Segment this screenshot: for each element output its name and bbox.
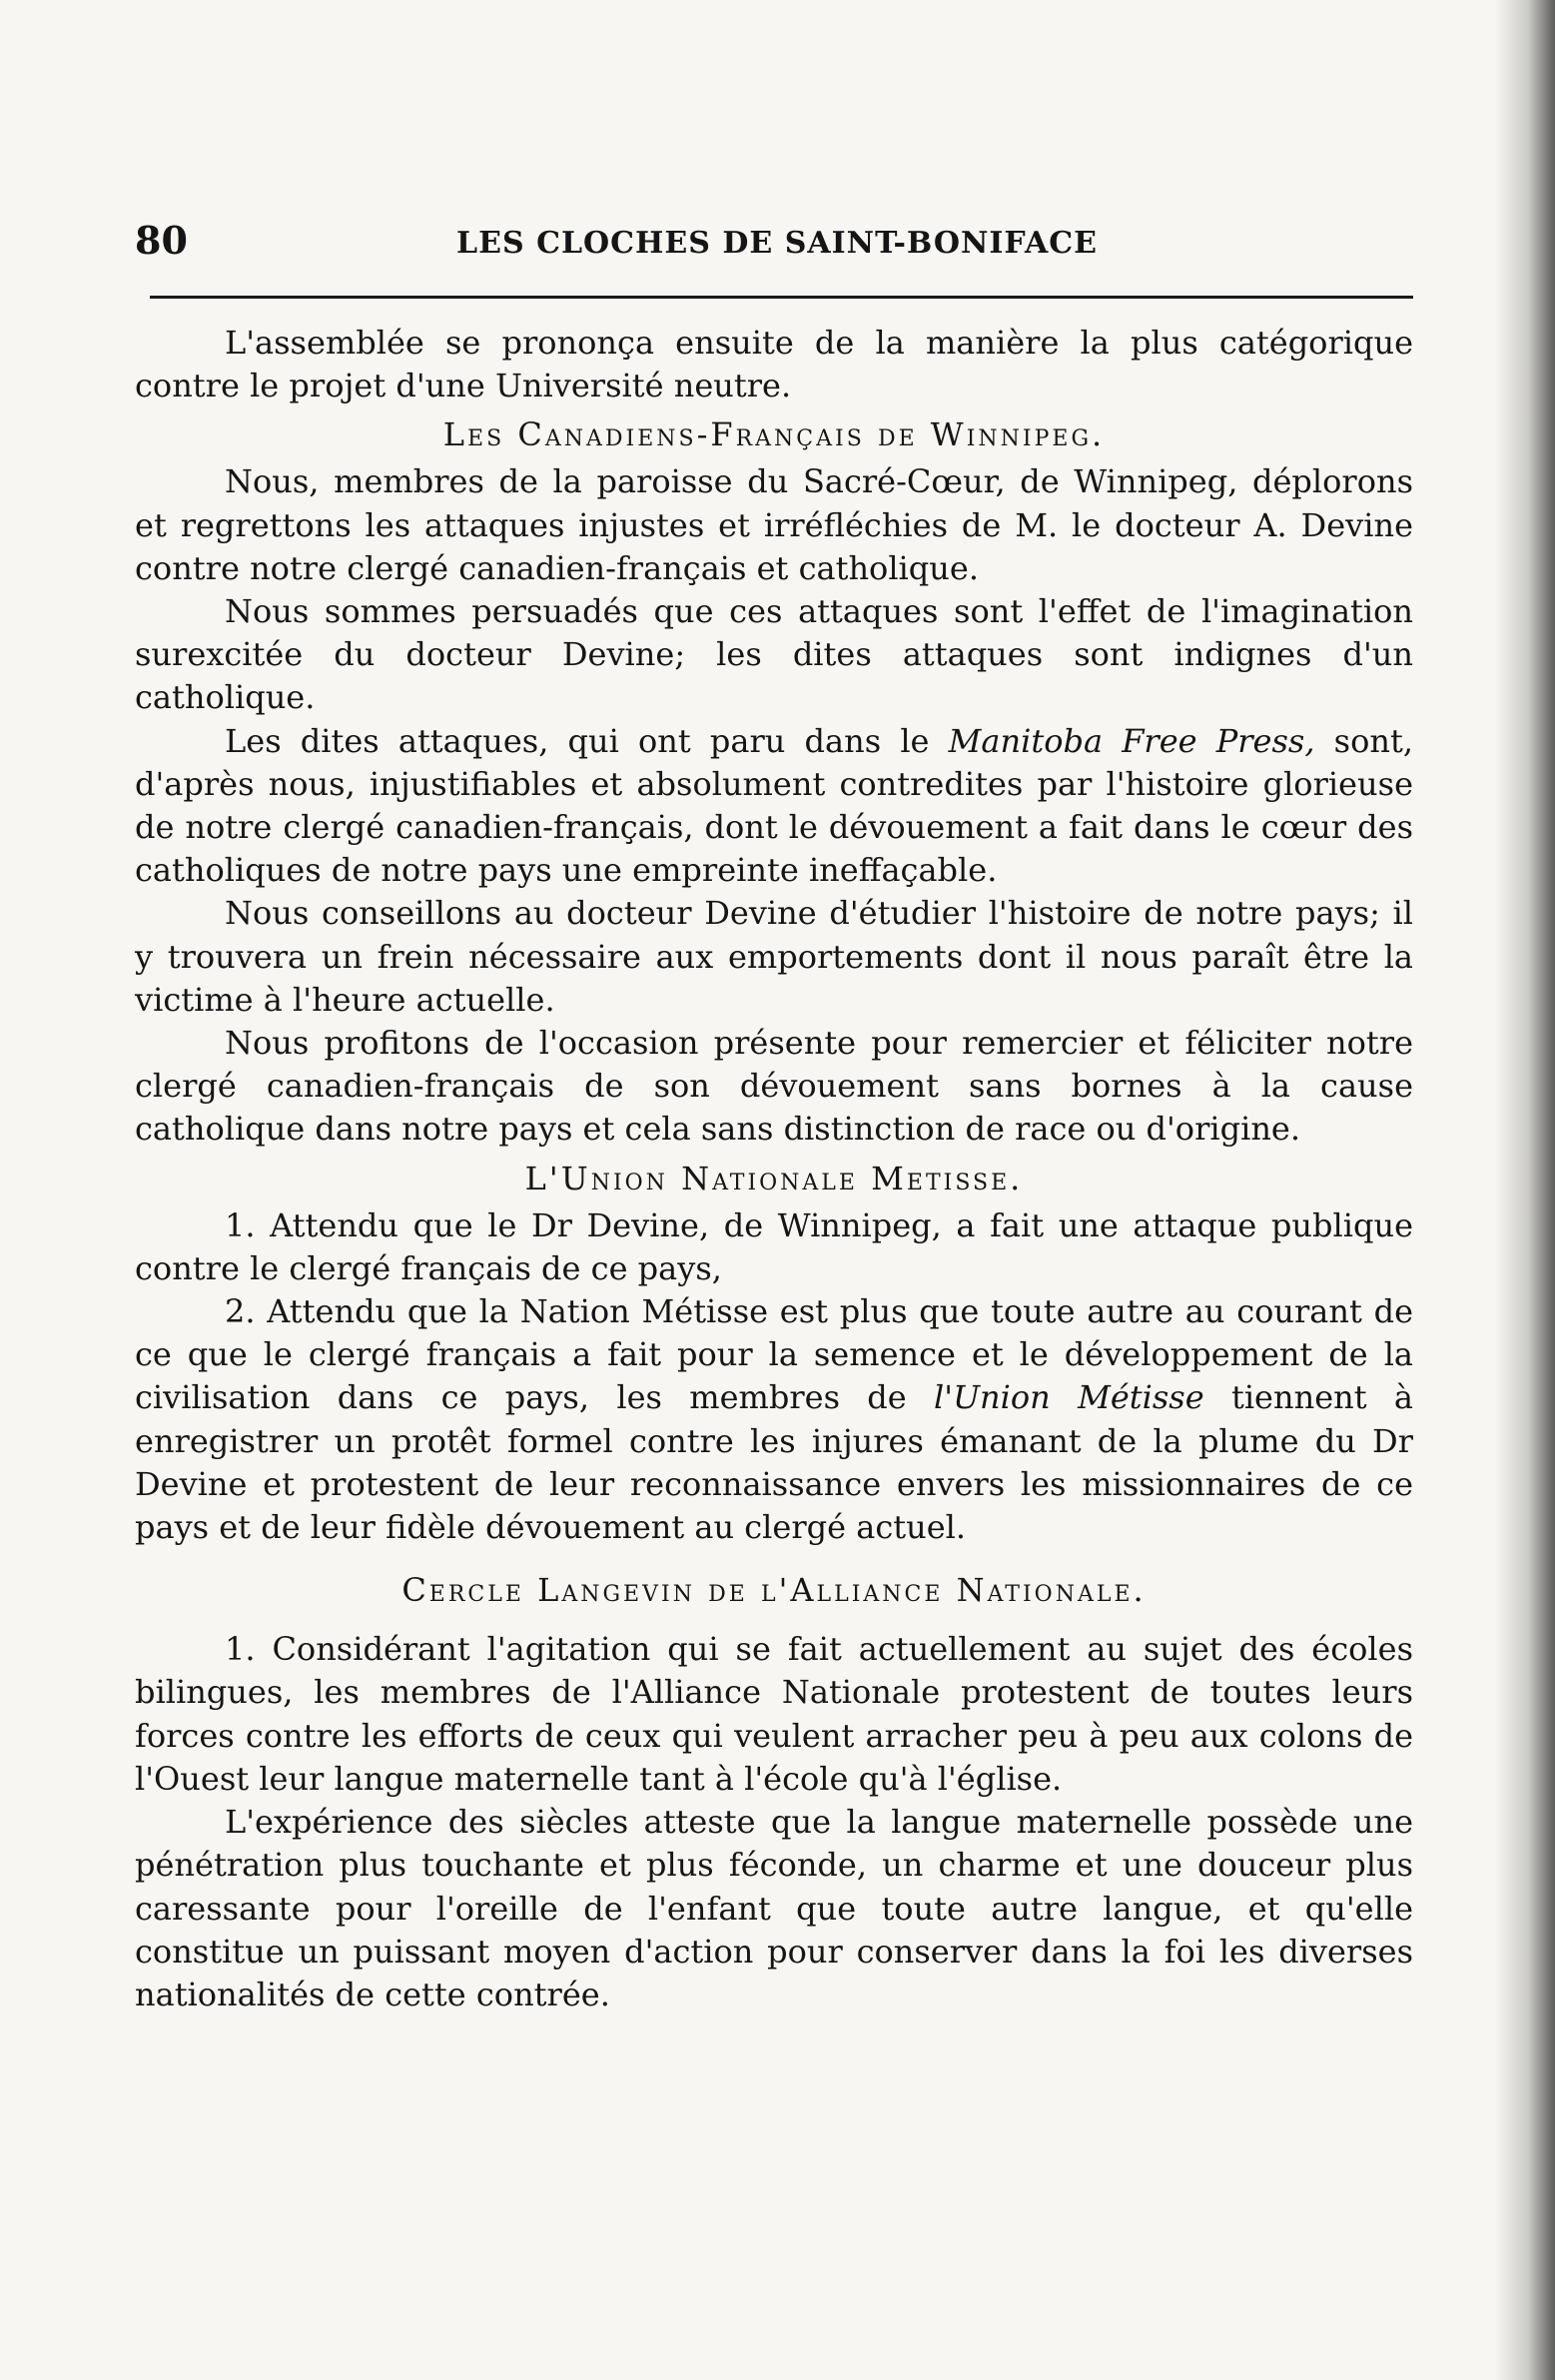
paragraph: L'expérience des siècles atteste que la langue maternelle possède une pénétration plus touchante et plus féconde, un charme et une douceur plus caressante pour l'oreille de l'enfant que toute autre langue, et qu'elle constitue un puissant moyen d'action pour conserver dans la foi les diverses nationalités de cette contrée.: [135, 1803, 1413, 2013]
section-heading-metisse: L'Union Nationale Metisse.: [524, 1159, 1024, 1197]
paragraph: Nous, membres de la paroisse du Sacré-Cœur, de Winnipeg, déplorons et regrettons les attaques injustes et irréfléchies de M. le docteur A. Devine contre notre clergé canadien-français et catholique.: [135, 462, 1413, 587]
paragraph-text: 2. Attendu que la Nation Métisse est plus que toute autre au courant de ce que le clergé français a fait pour la semence et le développement de la civilisation dans ce pays, les membres de: [135, 1292, 1413, 1417]
paragraph-text: sont, d'après nous, injustifiables et absolument contredites par l'histoire glorieuse de notre clergé canadien-français, dont le dévouement a fait dans le cœur des catholiques de notre pays une empreinte ineffaçable.: [135, 721, 1414, 890]
paragraph: [135, 1290, 1413, 1549]
intro-paragraph: L'assemblée se prononça ensuite de la manière la plus catégorique contre le projet d'une Université neutre.: [135, 324, 1413, 405]
paragraph-text: tiennent à enregistrer un protêt formel contre les injures émanant de la plume du Dr Devine et protestent de leur reconnaissance envers les missionnaires de ce pays et de leur fidèle dévouement au clergé actuel.: [135, 1378, 1414, 1547]
paragraph: Nous profitons de l'occasion présente pour remercier et féliciter notre clergé canadien-français de son dévouement sans bornes à la cause catholique dans notre pays et cela sans distinction de race ou d'origine.: [135, 1024, 1413, 1149]
page-number: 80: [135, 218, 188, 263]
paragraph: 1. Attendu que le Dr Devine, de Winnipeg, a fait une attaque publique contre le clergé français de ce pays,: [135, 1205, 1413, 1287]
header-rule: [150, 296, 1413, 299]
organization-name: l'Union Métisse: [934, 1378, 1204, 1417]
scan-edge-shadow: [1495, 0, 1555, 2380]
page-header: [135, 218, 1423, 278]
paragraph: 1. Considérant l'agitation qui se fait actuellement au sujet des écoles bilingues, les membres de l'Alliance Nationale protestent de toutes leurs forces contre les efforts de ceux qui veulent arracher peu à peu aux colons de l'Ouest leur langue maternelle tant à l'école qu'à l'église.: [135, 1630, 1413, 1798]
page-body: [135, 322, 1413, 2016]
newspaper-title: Manitoba Free Press,: [948, 721, 1315, 760]
running-title: LES CLOCHES DE SAINT-BONIFACE: [456, 226, 1098, 261]
section-heading-langevin: Cercle Langevin de l'Alliance Nationale.: [401, 1571, 1147, 1610]
paragraph: [135, 720, 1413, 893]
paragraph: Nous sommes persuadés que ces attaques sont l'effet de l'imagination surexcitée du docteur Devine; les dites attaques sont indignes d'un catholique.: [135, 592, 1413, 717]
paragraph-text: Les dites attaques, qui ont paru dans le: [225, 721, 949, 760]
paragraph: Nous conseillons au docteur Devine d'étudier l'histoire de notre pays; il y trouvera un frein nécessaire aux emportements dont il nous paraît être la victime à l'heure actuelle.: [135, 894, 1413, 1019]
section-heading-canadiens: Les Canadiens-Français de Winnipeg.: [442, 415, 1106, 454]
